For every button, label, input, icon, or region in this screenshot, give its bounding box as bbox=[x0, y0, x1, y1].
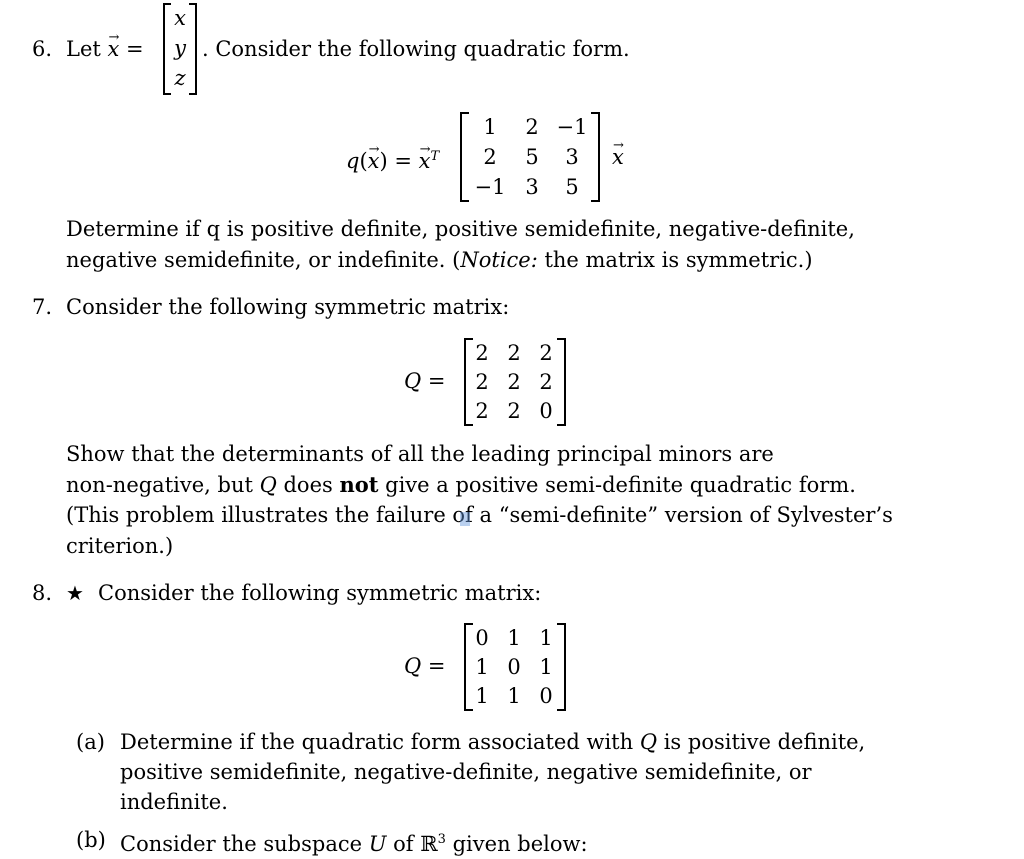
matrix-cell: 2 bbox=[507, 399, 521, 423]
intro-text: Consider the following symmetric matrix: bbox=[66, 295, 510, 319]
matrix-cell: 2 bbox=[507, 341, 521, 365]
intro-text: Consider the following symmetric matrix: bbox=[98, 581, 542, 605]
problem-number: 7. bbox=[32, 295, 53, 319]
matrix-cell: 1 bbox=[483, 115, 497, 139]
star-icon: ★ bbox=[66, 581, 84, 605]
matrix-cell: −1 bbox=[556, 115, 588, 139]
matrix-cell: 2 bbox=[539, 370, 553, 394]
matrix-7 bbox=[464, 338, 566, 426]
matrix-cell: 1 bbox=[475, 655, 489, 679]
matrix-cell: 1 bbox=[539, 655, 553, 679]
matrix-cell: 0 bbox=[475, 626, 489, 650]
matrix-cell: 5 bbox=[525, 145, 539, 169]
matrix-cell: 1 bbox=[475, 684, 489, 708]
text-selection-highlight bbox=[460, 512, 470, 526]
matrix-cell: 2 bbox=[525, 115, 539, 139]
matrix-label: Q = bbox=[404, 369, 446, 393]
matrix-cell: 2 bbox=[475, 399, 489, 423]
matrix-cell: 2 bbox=[475, 341, 489, 365]
matrix-cell: 5 bbox=[565, 175, 579, 199]
matrix-label: Q = bbox=[404, 654, 446, 678]
matrix-cell: 0 bbox=[539, 399, 553, 423]
problem-7-line-3: (This problem illustrates the failure of a “semi-definite” version of Sylvester’s bbox=[66, 503, 893, 527]
matrix-cell: 2 bbox=[507, 370, 521, 394]
problem-7-line-2: non-negative, but Q does not give a positive semi-definite quadratic form. bbox=[66, 472, 856, 497]
part-a-label: (a) bbox=[76, 730, 105, 754]
intro-text: . Consider the following quadratic form. bbox=[202, 37, 630, 61]
problem-7-line-4: criterion.) bbox=[66, 534, 174, 558]
part-a-line-1: Determine if the quadratic form associated with Q is positive definite, bbox=[120, 730, 866, 754]
problem-number: 8. bbox=[32, 581, 53, 605]
part-b-label: (b) bbox=[76, 828, 106, 852]
vector-entry: y bbox=[174, 36, 186, 60]
part-a-line-2: positive semidefinite, negative-definite, negative semidefinite, or bbox=[120, 760, 812, 784]
let-text: Let → x = bbox=[66, 34, 144, 64]
matrix-cell: 3 bbox=[565, 145, 579, 169]
problem-7-line-1: Show that the determinants of all the leading principal minors are bbox=[66, 442, 774, 466]
matrix-6 bbox=[460, 112, 600, 202]
quadratic-form-rhs: → x bbox=[612, 142, 624, 172]
matrix-cell: 2 bbox=[475, 370, 489, 394]
part-a-line-3: indefinite. bbox=[120, 790, 228, 814]
matrix-cell: 0 bbox=[507, 655, 521, 679]
column-vector bbox=[163, 3, 197, 95]
matrix-cell: 3 bbox=[525, 175, 539, 199]
problem-6-line-1: Determine if q is positive definite, positive semidefinite, negative-definite, bbox=[66, 217, 855, 241]
matrix-cell: −1 bbox=[474, 175, 506, 199]
problem-6-line-2: negative semidefinite, or indefinite. (Notice: the matrix is symmetric.) bbox=[66, 248, 813, 272]
matrix-cell: 1 bbox=[539, 626, 553, 650]
matrix-cell: 0 bbox=[539, 684, 553, 708]
matrix-cell: 1 bbox=[507, 626, 521, 650]
matrix-cell: 1 bbox=[507, 684, 521, 708]
quadratic-form-lhs: q(→ x) = → $x^T$ bbox=[346, 142, 439, 176]
part-b-line-1: Consider the subspace U of ℝ$^3$ given below: bbox=[120, 832, 588, 856]
matrix-cell: 2 bbox=[539, 341, 553, 365]
vector-entry: z bbox=[174, 66, 186, 90]
matrix-8 bbox=[464, 623, 566, 711]
vector-entry: x bbox=[174, 6, 186, 30]
matrix-cell: 2 bbox=[483, 145, 497, 169]
problem-number: 6. bbox=[32, 37, 53, 61]
